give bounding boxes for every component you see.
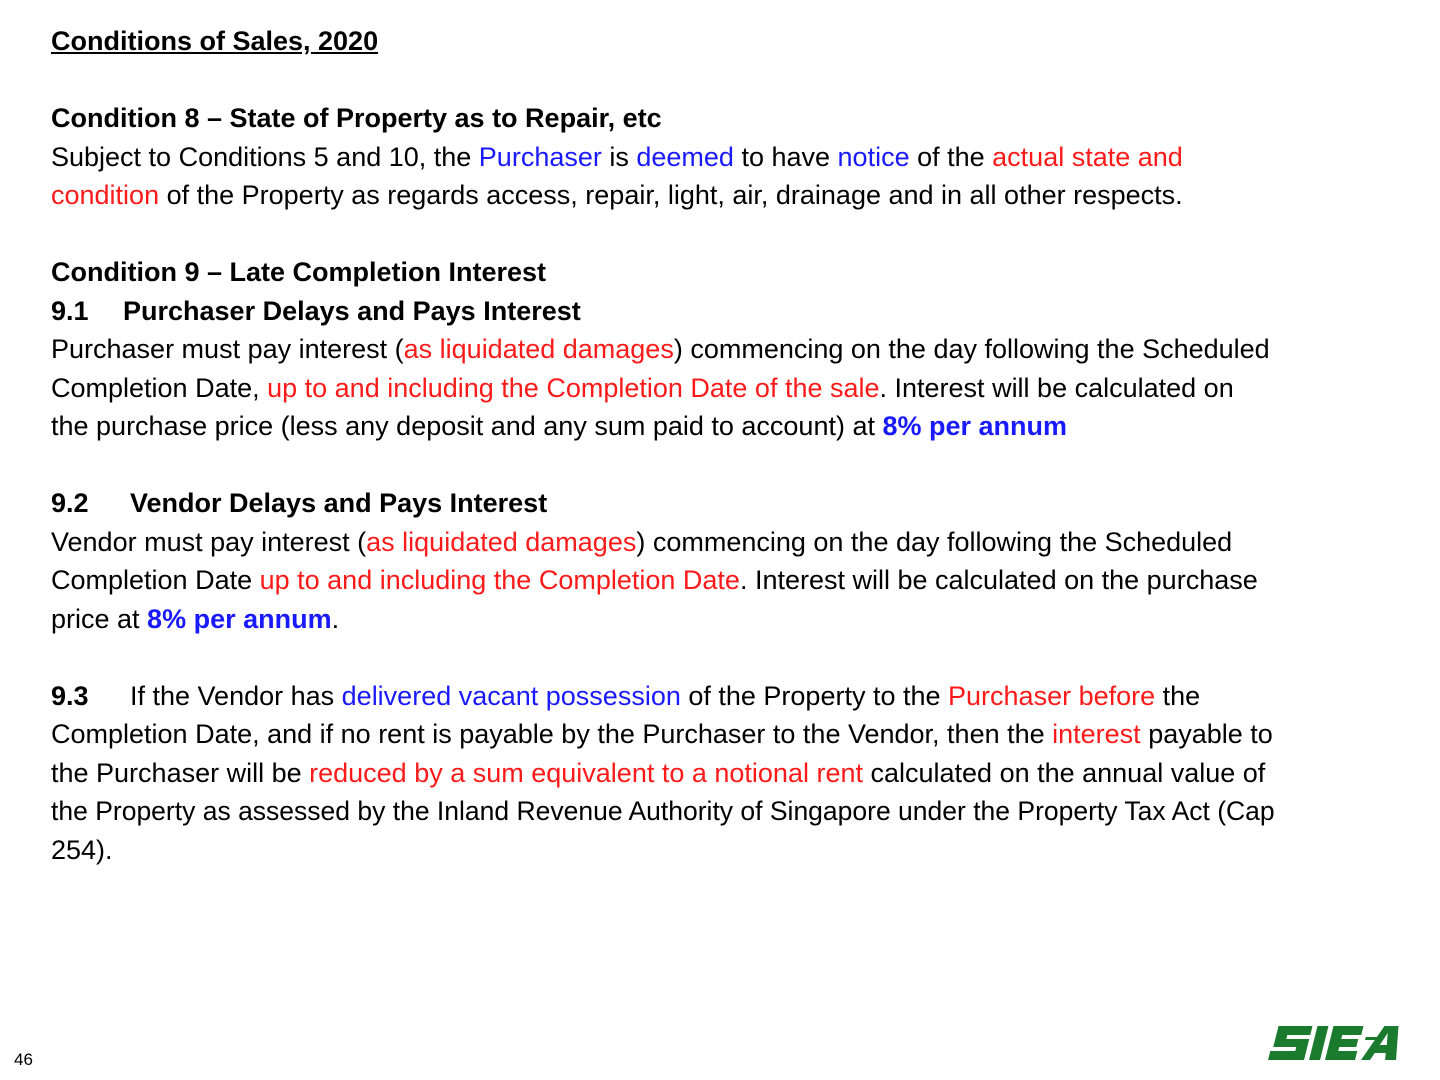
section-9-1-line-2: Completion Date, up to and including the Completion Date of the sale. Interest will be calculated on (51, 372, 1234, 403)
page-number: 46 (14, 1050, 33, 1069)
section-9-1-line-3: the purchase price (less any deposit and any sum paid to account) at 8% per annum (51, 411, 1068, 441)
condition-8-heading: Condition 8 – State of Property as to Repair, etc (51, 103, 662, 133)
condition-8-text-line-2: condition of the Property as regards access, repair, light, air, drainage and in all other respects. (51, 180, 1183, 210)
section-9-2-line-2: Completion Date up to and including the Completion Date. Interest will be calculated on the purchase (51, 565, 1258, 595)
section-9-3-line-2: Completion Date, and if no rent is payable by the Purchaser to the Vendor, then the interest payable to (51, 719, 1273, 749)
siea-logo (1268, 1020, 1420, 1066)
section-9-3-line-1: 9.3 If the Vendor has delivered vacant possession of the Property to the Purchaser before the (51, 680, 1201, 711)
section-9-2-heading: 9.2 Vendor Delays and Pays Interest (51, 488, 548, 518)
section-9-2-line-1: Vendor must pay interest (as liquidated damages) commencing on the day following the Scheduled (51, 526, 1233, 557)
document-title: Conditions of Sales, 2020 (51, 26, 379, 56)
section-9-3-line-4: the Property as assessed by the Inland Revenue Authority of Singapore under the Property Tax Act (Cap (51, 796, 1275, 826)
document-body (51, 22, 1401, 869)
section-9-3-line-3: the Purchaser will be reduced by a sum equivalent to a notional rent calculated on the annual value of (51, 757, 1266, 788)
section-9-2-line-3: price at 8% per annum. (51, 603, 340, 634)
section-9-3-line-5: 254). (51, 834, 113, 865)
section-9-1-line-1: Purchaser must pay interest (as liquidated damages) commencing on the day following the Scheduled (51, 334, 1270, 364)
condition-8-text-line-1: Subject to Conditions 5 and 10, the Purchaser is deemed to have notice of the actual state and (51, 141, 1183, 172)
section-9-1-heading: 9.1 Purchaser Delays and Pays Interest (51, 295, 581, 326)
condition-9-heading: Condition 9 – Late Completion Interest (51, 257, 547, 287)
